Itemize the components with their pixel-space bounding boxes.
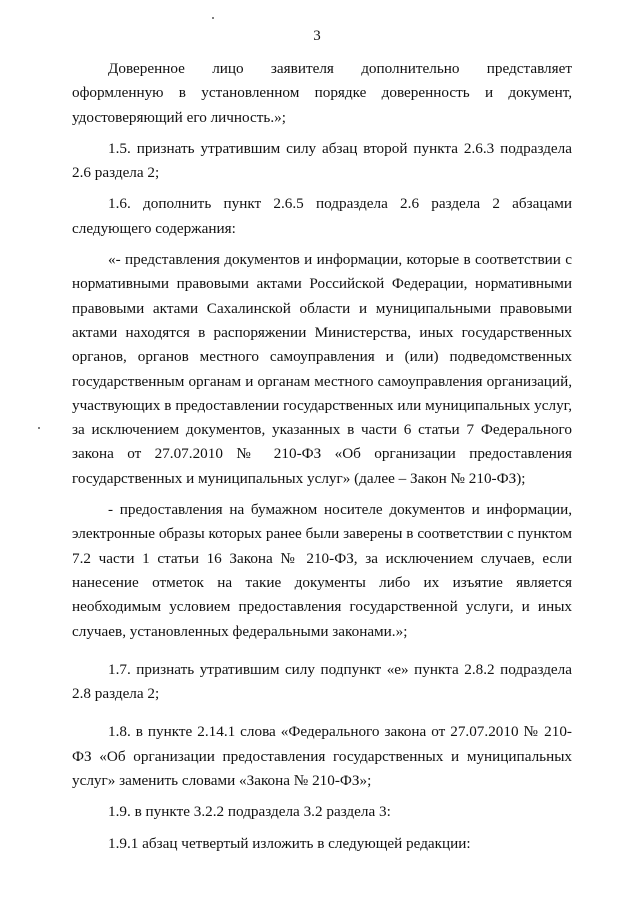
paragraph-trusted-person: Доверенное лицо заявителя дополнительно представляет оформленную в установленном порядке доверенность и документ, удостоверяющий его личность.»; [72, 60, 572, 126]
paragraph-item-1-9-1: 1.9.1 абзац четвертый изложить в следующей редакции: [108, 834, 471, 852]
paragraph-item-1-7: 1.7. признать утратившим силу подпункт «е» пункта 2.8.2 подраздела 2.8 раздела 2; [72, 660, 572, 703]
paragraph-item-1-8: 1.8. в пункте 2.14.1 слова «Федерального закона от 27.07.2010 № 210-ФЗ «Об организации предоставления государственных и муниципальных услуг» заменить словами «Закона № 210-ФЗ»; [72, 723, 572, 790]
paragraph-paper-documents: - предоставления на бумажном носителе документов и информации, электронные образы которых ранее были заверены в соответствии с пунктом 7.2 части 1 статьи 16 Закона № 210-ФЗ, за исключением случаев, если нанесение отметок на такие документы либо их изъятие является необходимым условием предоставления государственной услуги, и иных случаев, установленных федеральными законами.»; [72, 501, 572, 640]
page-number: 3 [313, 28, 321, 44]
paragraph-item-1-6: 1.6. дополнить пункт 2.6.5 подраздела 2.6 раздела 2 абзацами следующего содержания: [72, 195, 572, 237]
scan-mark [38, 427, 40, 429]
document-body [72, 57, 572, 856]
paragraph-item-1-5: 1.5. признать утратившим силу абзац второй пункта 2.6.3 подраздела 2.6 раздела 2; [72, 139, 572, 182]
scan-mark [212, 17, 214, 19]
paragraph-item-1-9: 1.9. в пункте 3.2.2 подраздела 3.2 раздела 3: [108, 803, 391, 821]
paragraph-documents-info: «- представления документов и информации, которые в соответствии с нормативными правовыми актами Российской Федерации, нормативными правовыми актами Сахалинской области и муниципальными правовыми актами находятся в распоряжении Министерства, иных государственных органов, органов местного самоуправления и (или) подведомственных государственным органам и органам местного самоуправления организаций, участвующих в предоставлении государственных или муниципальных услуг, за исключением документов, указанных в части 6 статьи 7 Федерального закона от 27.07.2010 № 210-ФЗ «Об организации предоставления государственных и муниципальных услуг» (далее – Закон № 210-ФЗ); [72, 251, 572, 487]
